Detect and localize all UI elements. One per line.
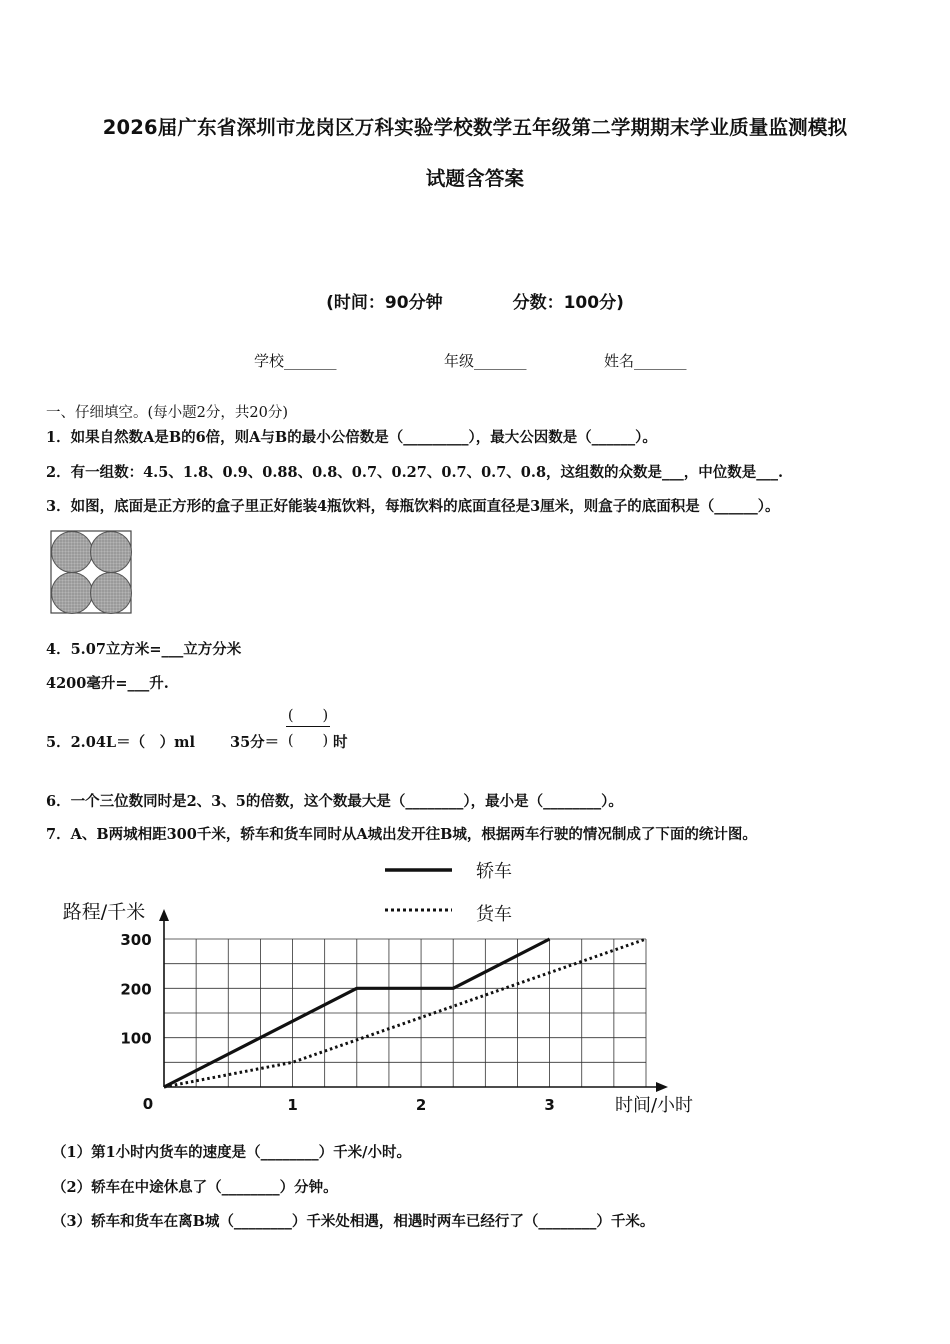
question-7-2: （2）轿车在中途休息了（________）分钟。 <box>52 1179 338 1196</box>
exam-meta <box>0 288 950 313</box>
question-5a: 5．2.04L＝（ ）ml <box>46 734 195 751</box>
title-line-1: 2026届广东省深圳市龙岗区万科实验学校数学五年级第二学期期末学业质量监测模拟 <box>102 116 848 139</box>
question-7-1: （1）第1小时内货车的速度是（________）千米/小时。 <box>52 1144 411 1161</box>
x-axis-label: 时间/小时 <box>614 1095 694 1116</box>
fraction-numerator[interactable]: ( ) <box>287 708 329 724</box>
y-axis-label: 路程/千米 <box>62 901 146 923</box>
legend-label-car: 轿车 <box>476 861 512 882</box>
score-info: 分数：100分) <box>512 293 624 313</box>
grade-field[interactable]: 年级_______ <box>444 352 527 370</box>
legend-label-truck: 货车 <box>476 904 512 925</box>
fraction-bar <box>286 726 330 727</box>
question-6: 6．一个三位数同时是2、3、5的倍数，这个数最大是（________），最小是（________）。 <box>46 793 623 810</box>
x-axis-arrow <box>656 1082 668 1092</box>
fraction <box>286 704 330 750</box>
bottle-circle <box>90 572 132 614</box>
question-2: 2．有一组数：4.5、1.8、0.9、0.88、0.8、0.7、0.27、0.7、0.7、0.8，这组数的众数是___，中位数是___. <box>46 464 784 481</box>
question-1: 1．如果自然数A是B的6倍，则A与B的最小公倍数是（_________），最大公因数是（______）。 <box>46 429 657 446</box>
y-tick-label: 200 <box>120 980 152 999</box>
question-4b: 4200毫升=___升. <box>46 675 169 692</box>
student-fields <box>254 350 687 371</box>
bottle-circle <box>90 531 132 573</box>
y-tick-label: 100 <box>120 1029 152 1048</box>
school-field[interactable]: 学校_______ <box>254 352 337 370</box>
y-axis-arrow <box>159 909 169 921</box>
question-7: 7．A、B两城相距300千米，轿车和货车同时从A城出发开往B城，根据两车行驶的情况制成了下面的统计图。 <box>46 826 757 843</box>
title-line-2: 试题含答案 <box>425 167 525 190</box>
y-tick-label: 300 <box>120 931 152 949</box>
distance-time-chart <box>0 850 950 1120</box>
section-heading: 一、仔细填空。(每小题2分，共20分) <box>46 405 288 421</box>
question-5c: 时 <box>333 734 348 751</box>
origin-label: 0 <box>142 1095 154 1113</box>
bottle-circle <box>51 572 93 614</box>
question-5b: 35分＝ <box>230 734 280 751</box>
time-info: (时间：90分钟 <box>326 293 443 313</box>
question-7-3: （3）轿车和货车在离B城（________）千米处相遇，相遇时两车已经行了（________）千米。 <box>52 1213 655 1230</box>
name-field[interactable]: 姓名_______ <box>604 352 687 370</box>
x-tick-label: 1 <box>287 1096 298 1114</box>
x-tick-label: 2 <box>415 1096 427 1114</box>
bottle-circle <box>51 531 93 573</box>
box-figure <box>50 530 132 614</box>
question-3: 3．如图，底面是正方形的盒子里正好能装4瓶饮料，每瓶饮料的底面直径是3厘米，则盒子的底面积是（______）。 <box>46 498 780 515</box>
x-tick-label: 3 <box>544 1096 555 1114</box>
question-4a: 4．5.07立方米=___立方分米 <box>46 641 242 658</box>
fraction-denominator[interactable]: ( ) <box>287 733 329 749</box>
